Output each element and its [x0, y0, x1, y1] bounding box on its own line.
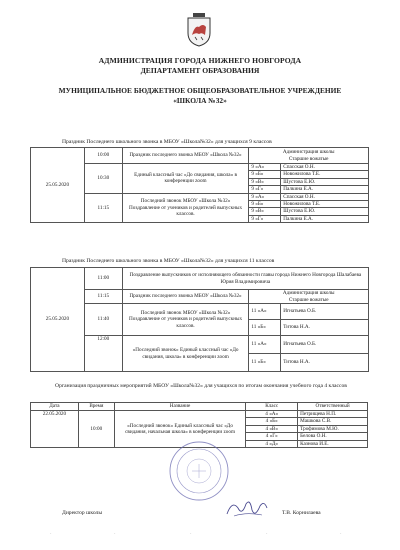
seniors-label: Старшие вожатые: [288, 296, 329, 303]
teacher-cell: Игнатьева О.Б.: [281, 336, 369, 354]
class-cell: 4 «Б»: [246, 418, 298, 425]
time-cell: 11:40: [84, 304, 122, 336]
time-cell: 11:00: [84, 268, 122, 290]
teacher-cell: Казнова И.Е.: [298, 440, 368, 447]
teacher-cell: Палкина Е.А.: [281, 215, 369, 222]
class-cell: 9 «Г»: [249, 186, 281, 193]
teacher-cell: Титова Н.А.: [281, 320, 369, 336]
teacher-cell: Новожилова Т.Е.: [281, 171, 369, 178]
seniors-label: Старшие вожатые: [288, 155, 329, 162]
institution-heading: МУНИЦИПАЛЬНОЕ БЮДЖЕТНОЕ ОБЩЕОБРАЗОВАТЕЛЬНОЕ УЧРЕЖДЕНИЕ: [58, 86, 342, 95]
teacher-cell: Шустова Е.Ю.: [281, 208, 369, 215]
scan-mark: ·: [266, 532, 268, 537]
school-heading: «ШКОЛА №32»: [173, 96, 227, 105]
teacher-cell: Машкова С.В.: [298, 418, 368, 425]
school-stamp-icon: [168, 440, 230, 502]
responsible-header: Ответственный: [298, 403, 368, 411]
table-row: [31, 268, 369, 290]
section1-caption: Праздник Последнего школьного звонка в МБОУ «Школа№32» для учащихся 9 классов: [62, 139, 272, 145]
teacher-cell: Спасская О.Н.: [281, 164, 369, 171]
class-cell: 9 «А»: [249, 164, 281, 171]
class-cell: 9 «В»: [249, 208, 281, 215]
grade11-schedule-table: [30, 267, 369, 372]
dept-heading: ДЕПАРТАМЕНТ ОБРАЗОВАНИЯ: [140, 66, 260, 75]
date-cell: 25.05.2020: [31, 268, 85, 372]
table-row: [31, 148, 369, 164]
date-cell: 25.05.2020: [31, 148, 85, 223]
section2-caption: Праздник Последнего школьного звонка в МБОУ «Школа№32» для учащихся 11 классов: [62, 258, 275, 264]
grade9-schedule-table: [30, 147, 369, 223]
responsible-cell: [249, 148, 369, 164]
class-cell: 11 «А»: [249, 304, 281, 320]
class-cell: 11 «Б»: [249, 320, 281, 336]
teacher-cell: Игнатьева О.Б.: [281, 304, 369, 320]
class-cell: 11 «Б»: [249, 354, 281, 372]
city-crest-icon: [186, 13, 212, 47]
teacher-cell: Палкина Е.А.: [281, 186, 369, 193]
class-cell: 9 «А»: [249, 193, 281, 200]
class-cell: 9 «Г»: [249, 215, 281, 222]
date-header: Дата: [31, 403, 79, 411]
teacher-cell: Шустова Е.Ю.: [281, 178, 369, 185]
admin-heading: АДМИНИСТРАЦИЯ ГОРОДА НИЖНЕГО НОВГОРОДА: [98, 56, 302, 65]
teacher-cell: Спасская О.Н.: [281, 193, 369, 200]
date-cell: 22.05.2020: [31, 411, 79, 448]
class-header: Класс: [246, 403, 298, 411]
signature-icon: [224, 496, 270, 522]
time-cell: 10:00: [78, 411, 114, 448]
scan-mark: ·: [190, 532, 192, 537]
teacher-cell: Петрищева Н.П.: [298, 411, 368, 418]
class-cell: 4 «В»: [246, 425, 298, 432]
time-cell: 11:15: [84, 193, 122, 223]
event-cell: «Последний звонок» Единый классный час «До свидания, начальная школа» в конференции zoom: [114, 411, 246, 448]
class-cell: 4 «Д»: [246, 440, 298, 447]
event-cell: Поздравление выпускников от исполняющего обязанности главы города Нижнего Новгорода Шалабаева Юрия Владимировича: [122, 268, 368, 290]
time-cell: 12:00: [84, 336, 122, 372]
admin-label: Администрация школы: [282, 149, 335, 156]
teacher-cell: Титова Н.А.: [281, 354, 369, 372]
scan-mark: ·: [114, 532, 116, 537]
teacher-cell: Белова О.Н.: [298, 433, 368, 440]
class-cell: 4 «А»: [246, 411, 298, 418]
scan-mark: ·: [340, 532, 342, 537]
teacher-cell: Трофимова М.Ю.: [298, 425, 368, 432]
time-cell: 10:30: [84, 164, 122, 194]
time-header: Время: [78, 403, 114, 411]
admin-label: Администрация школы: [282, 290, 335, 297]
time-cell: 10:00: [84, 148, 122, 164]
class-cell: 9 «Б»: [249, 201, 281, 208]
class-cell: 9 «Б»: [249, 171, 281, 178]
scan-mark: ·: [50, 532, 52, 537]
director-name: Т.В. Корнилаева: [282, 510, 321, 516]
event-cell: Последний звонок МБОУ «Школа №32» Поздравление от учеников и родителей выпускных классов.: [122, 193, 249, 223]
time-cell: 11:15: [84, 290, 122, 304]
event-cell: Праздник последнего звонка МБОУ «Школа №32»: [122, 148, 249, 164]
director-title: Директор школы: [62, 510, 103, 516]
name-header: Название: [114, 403, 246, 411]
class-cell: 9 «В»: [249, 178, 281, 185]
class-cell: 4 «Г»: [246, 433, 298, 440]
responsible-cell: [249, 290, 369, 304]
table-row: [31, 411, 368, 418]
section3-caption: Организация праздничных мероприятий МБОУ «Школа№32» для учащихся по итогам окончания учебного года 4 классов: [55, 383, 347, 389]
event-cell: «Последний звонок» Единый классный час «До свидания, школа» в конференции zoom: [122, 336, 249, 372]
event-cell: Праздник последнего звонка МБОУ «Школа №32»: [122, 290, 249, 304]
class-cell: 11 «А»: [249, 336, 281, 354]
table-header-row: [31, 403, 368, 411]
event-cell: Последний звонок МБОУ «Школа №32» Поздравление от учеников и родителей выпускных классов.: [122, 304, 249, 336]
event-cell: Единый классный час «До свидания, школа» в конференции zoom: [122, 164, 249, 194]
teacher-cell: Новожилова Т.Е.: [281, 201, 369, 208]
